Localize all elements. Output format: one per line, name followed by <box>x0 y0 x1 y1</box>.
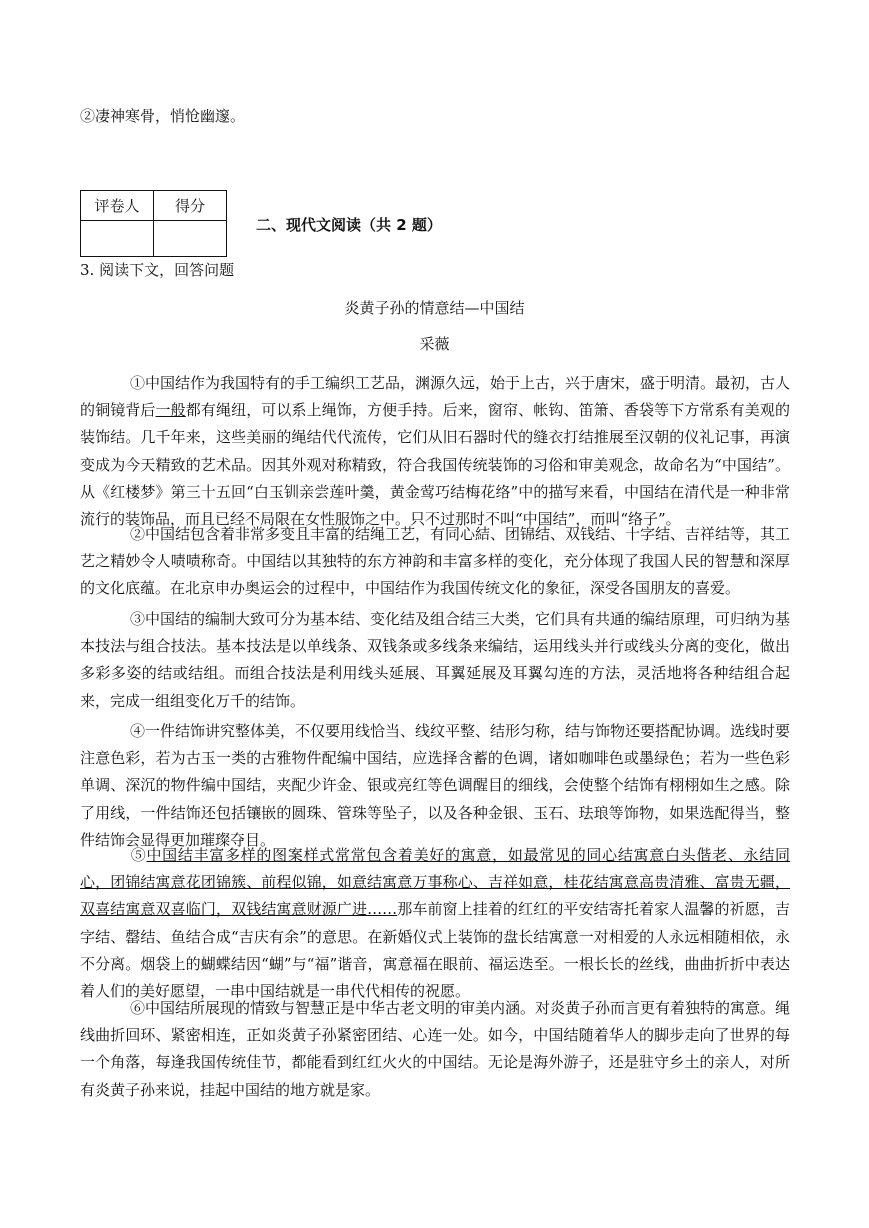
paragraph-1-part-a: ①中国结作为我国特有的手工编织工艺品，渊源久远，始于上古，兴于唐宋，盛于明清。最初，古人的铜镜背后 <box>80 374 791 420</box>
paragraph-1-underlined: 一般 <box>155 401 186 420</box>
paragraph-6-text: ⑥中国结所展现的情致与智慧正是中华古老文明的审美内涵。对炎黄子孙而言更有着独特的寓意。绳线曲折回环、紧密相连，正如炎黄子孙紧密团结、心连一处。如今，中国结随着华人的脚步走向了世界的每一个角落，每逢我国传统佳节，都能看到红红火火的中国结。无论是海外游子，还是驻守乡土的亲人，对所有炎黄子孙来说，挂起中国结的地方就是家。 <box>80 999 791 1099</box>
paragraph-5-number: ⑤ <box>130 846 147 864</box>
paragraph-6 <box>80 995 790 1104</box>
paragraph-1 <box>80 370 790 533</box>
paragraph-2 <box>80 521 790 603</box>
paragraph-5-underlined: 中国结丰富多样的图案样式常常包含着美好的寓意，如最常见的同心结寓意白头偕老、永结同心，团锦结寓意花团锦簇、前程似锦，如意结寓意万事称心、吉祥如意，桂花结寓意高贵清雅、富贵无疆，双喜结寓意双喜临门，双钱结寓意财源广进…… <box>80 846 790 919</box>
paragraph-4 <box>80 718 790 854</box>
score-table-score-header: 得分 <box>154 191 227 221</box>
score-table-score-cell <box>154 221 227 257</box>
paragraph-1-part-b: 都有绳纽，可以系上绳饰，方便手持。后来，窗帘、帐钩、笛箫、香袋等下方常系有美观的装饰结。几千年来，这些美丽的绳结代代流传，它们从旧石器时代的缝衣打结推展至汉朝的仪礼记事，再演变成为今天精致的艺术品。因其外观对称精致，符合我国传统装饰的习俗和审美观念，故命名为“中国结”。从《红楼梦》第三十五回“白玉钏亲尝莲叶羹，黄金莺巧结梅花络”中的描写来看，中国结在清代是一种非常流行的装饰品，而且已经不局限在女性服饰之中。只不过那时不叫“中国结”，而叫“络子”。 <box>80 401 790 529</box>
score-table-grader-cell <box>81 221 154 257</box>
score-table <box>80 190 227 257</box>
paragraph-2-text: ②中国结包含着非常多变且丰富的结绳工艺，有同心結、团锦结、双钱结、十字结、吉祥结等，其工艺之精妙令人啧啧称奇。中国结以其独特的东方神韵和丰富多样的变化，充分体现了我国人民的智慧和深厚的文化底蕴。在北京申办奥运会的过程中，中国结作为我国传统文化的象征，深受各国朋友的喜爱。 <box>80 525 791 598</box>
paragraph-3 <box>80 606 790 715</box>
score-table-grader-header: 评卷人 <box>81 191 154 221</box>
section-title: 二、现代文阅读（共 2 题） <box>256 216 442 234</box>
paragraph-5 <box>80 842 790 1005</box>
question-line: 3. 阅读下文，回答问题 <box>80 261 235 279</box>
paragraph-4-text: ④一件结饰讲究整体美，不仅要用线恰当、线纹平整、结形匀称，结与饰物还要搭配协调。选线时要注意色彩，若为古玉一类的古雅物件配编中国结，应选择含蓄的色调，诸如咖啡色或墨绿色；若为一些色彩单调、深沉的物件编中国结，夹配少许金、银或亮红等色调醒目的细线，会使整个结饰有栩栩如生之感。除了用线，一件结饰还包括镶嵌的圆珠、管珠等坠子，以及各种金银、玉石、珐琅等饰物，如果选配得当，整件结饰会显得更加璀璨夺目。 <box>80 722 791 849</box>
paragraph-5-text: 那车前窗上挂着的红红的平安结寄托着家人温馨的祈愿，吉字结、罄结、鱼结合成“吉庆有余”的意思。在新婚仪式上装饰的盘长结寓意一对相爱的人永远相随相依，永不分离。烟袋上的蝴蝶结因“蝴”与“福”谐音，寓意福在眼前、福运迭至。一根长长的丝线，曲曲折折中表达着人们的美好愿望，一串中国结就是一串代代相传的祝愿。 <box>80 900 790 1001</box>
article-title: 炎黄子孙的情意结—中国结 <box>344 299 525 317</box>
top-line: ②凄神寒骨，悄怆幽邃。 <box>80 107 246 125</box>
paragraph-3-text: ③中国结的编制大致可分为基本结、变化结及组合结三大类，它们具有共通的编结原理，可归纳为基本技法与组合技法。基本技法是以单线条、双钱条或多线条来编结，运用线头并行或线头分离的变化，做出多彩多姿的结或结组。而组合技法是利用线头延展、耳翼延展及耳翼勾连的方法，灵活地将各种结组合起来，完成一组组变化万千的结饰。 <box>80 610 791 710</box>
article-author: 采薇 <box>419 335 450 353</box>
